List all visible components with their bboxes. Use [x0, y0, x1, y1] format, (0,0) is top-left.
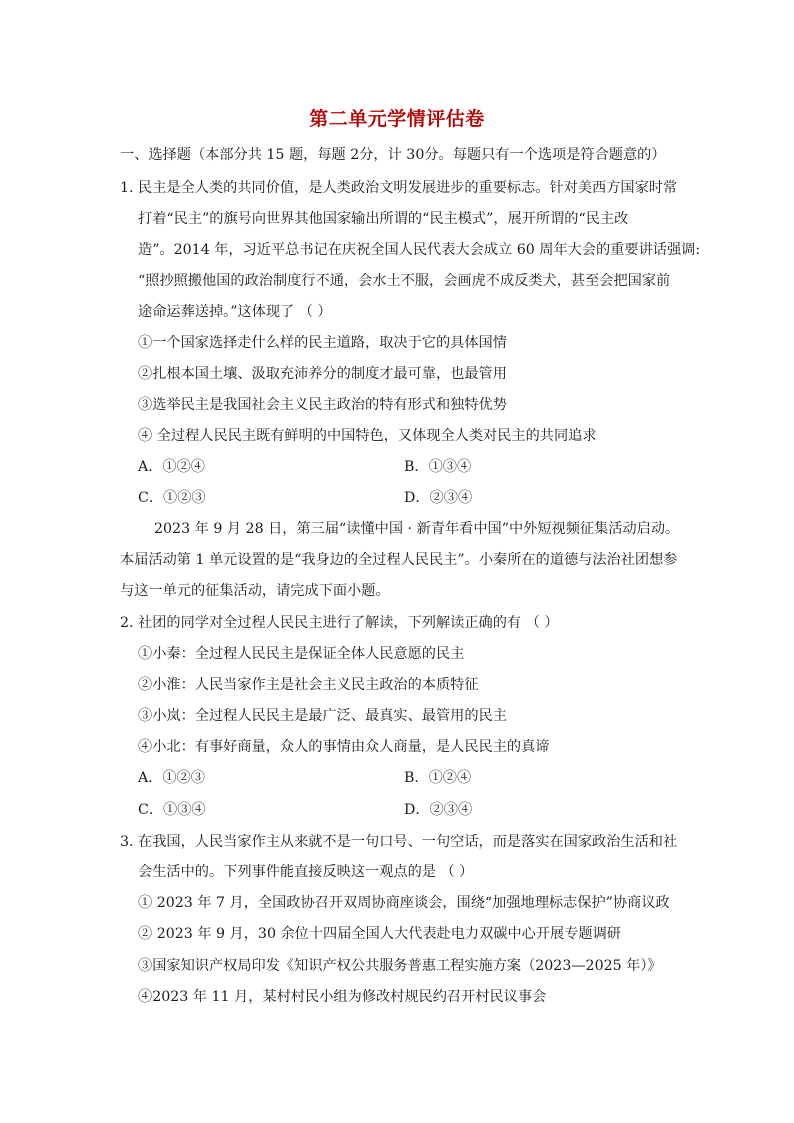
- q2-option-c[interactable]: C．①③④: [138, 802, 206, 818]
- q1-stem-line-1: 1. 民主是全人类的共同价值，是人类政治文明发展进步的重要标志。针对美西方国家时常: [120, 180, 678, 196]
- q1-stem-line-2: 打着“民主”的旗号向世界其他国家输出所谓的“民主模式”，展开所谓的“民主改: [138, 211, 629, 227]
- q3-item-3: ③国家知识产权局印发《知识产权公共服务普惠工程实施方案（2023—2025 年）》: [138, 958, 662, 974]
- q1-stem-line-5: 途命运葬送掉。”这体现了 （ ）: [138, 304, 332, 320]
- q1-option-a[interactable]: A．①②④: [138, 459, 205, 475]
- q3-item-2: ② 2023 年 9 月，30 余位十四届全国人大代表赴电力双碳中心开展专题调研: [138, 926, 621, 942]
- material-line-3: 与这一单元的征集活动，请完成下面小题。: [120, 583, 390, 599]
- q2-option-b[interactable]: B．①②④: [404, 770, 472, 786]
- q3-item-4: ④2023 年 11 月，某村村民小组为修改村规民约召开村民议事会: [138, 989, 547, 1005]
- q2-item-1: ①小秦：全过程人民民主是保证全体人民意愿的民主: [138, 646, 465, 662]
- page-title: 第二单元学情评估卷: [309, 108, 485, 130]
- q1-option-b[interactable]: B．①③④: [404, 459, 472, 475]
- q2-item-3: ③小岚：全过程人民民主是最广泛、最真实、最管用的民主: [138, 708, 507, 724]
- q2-item-4: ④小北：有事好商量，众人的事情由众人商量，是人民民主的真谛: [138, 739, 550, 755]
- q1-stem-line-3: 造”。2014 年，习近平总书记在庆祝全国人民代表大会成立 60 周年大会的重要讲话强调:: [138, 242, 701, 258]
- q2-item-2: ②小淮：人民当家作主是社会主义民主政治的本质特征: [138, 677, 479, 693]
- q1-stem-line-4: “照抄照搬他国的政治制度行不通，会水土不服，会画虎不成反类犬，甚至会把国家前: [138, 273, 671, 289]
- q3-stem-line-2: 会生活中的。下列事件能直接反映这一观点的是 （ ）: [138, 864, 474, 880]
- material-line-1: 2023 年 9 月 28 日，第三届“读懂中国 · 新青年看中国”中外短视频征集活动启动。: [154, 521, 680, 537]
- q1-item-2: ②扎根本国土壤、汲取充沛养分的制度才最可靠，也最管用: [138, 366, 507, 382]
- q1-item-4: ④ 全过程人民民主既有鲜明的中国特色，又体现全人类对民主的共同追求: [138, 428, 597, 444]
- q1-option-c[interactable]: C．①②③: [138, 490, 206, 506]
- q1-item-3: ③选举民主是我国社会主义民主政治的特有形式和独特优势: [138, 397, 507, 413]
- q1-option-d[interactable]: D．②③④: [404, 490, 473, 506]
- q1-item-1: ①一个国家选择走什么样的民主道路，取决于它的具体国情: [138, 335, 507, 351]
- q3-item-1: ① 2023 年 7 月，全国政协召开双周协商座谈会，围绕“加强地理标志保护”协商议政: [138, 895, 670, 911]
- section-heading: 一、选择题（本部分共 15 题，每题 2分，计 30分。每题只有一个选项是符合题意的）: [120, 147, 666, 163]
- q3-stem-line-1: 3. 在我国，人民当家作主从来就不是一句口号、一句空话，而是落实在国家政治生活和社: [120, 834, 678, 850]
- q2-option-d[interactable]: D．②③④: [404, 802, 473, 818]
- q2-stem: 2. 社团的同学对全过程人民民主进行了解读，下列解读正确的有 （ ）: [120, 615, 559, 631]
- material-line-2: 本届活动第 1 单元设置的是“我身边的全过程人民民主”。小秦所在的道德与法治社团想参: [120, 552, 678, 568]
- q2-option-a[interactable]: A．①②③: [138, 770, 205, 786]
